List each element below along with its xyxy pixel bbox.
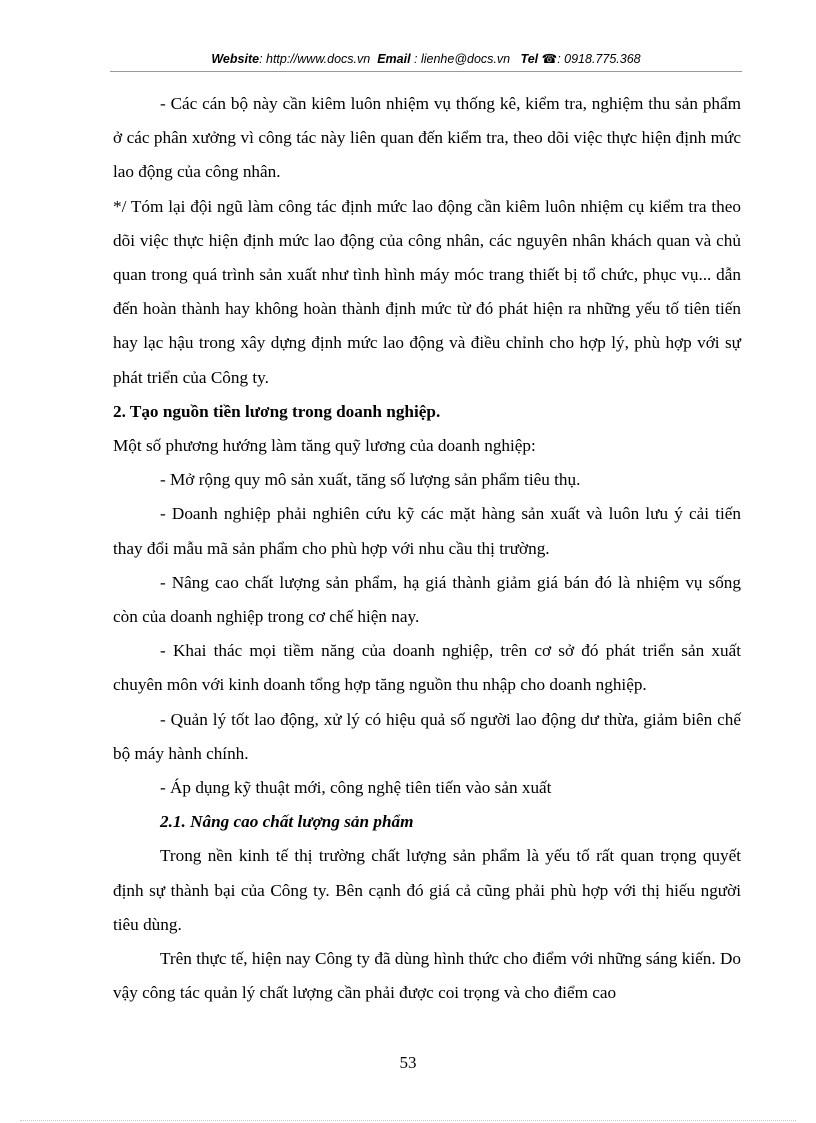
list-item: - Quản lý tốt lao động, xử lý có hiệu quả số người lao động dư thừa, giảm biên chế bộ máy hành chính.	[113, 709, 741, 763]
website-label: Website	[211, 52, 260, 66]
tel-label: Tel	[520, 52, 539, 66]
tel-value: : 0918.775.368	[557, 52, 641, 66]
bottom-border	[20, 1120, 796, 1121]
list-item: - Khai thác mọi tiềm năng của doanh nghiệp, trên cơ sở đó phát triển sản xuất chuyên môn với kinh doanh tổng hợp tăng nguồn thu nhập cho doanh nghiệp.	[113, 641, 741, 695]
list-item: - Doanh nghiệp phải nghiên cứu kỹ các mặt hàng sản xuất và luôn lưu ý cải tiến thay đổi mẫu mã sản phẩm cho phù hợp với nhu cầu thị trường.	[113, 504, 741, 558]
website-value: : http://www.docs.vn	[259, 52, 371, 66]
list-item: - Mở rộng quy mô sản xuất, tăng số lượng sản phẩm tiêu thụ.	[160, 470, 581, 490]
paragraph-staff-duties: - Các cán bộ này cần kiêm luôn nhiệm vụ thống kê, kiểm tra, nghiệm thu sản phẩm ở các phân xưởng vì công tác này liên quan đến kiểm tra, theo dõi việc thực hiện định mức lao động của công nhân.	[113, 94, 741, 182]
list-item: - Áp dụng kỹ thuật mới, công nghệ tiên tiến vào sản xuất	[160, 778, 552, 798]
phone-icon: ☎	[541, 52, 558, 66]
paragraph-scoring-method: Trên thực tế, hiện nay Công ty đã dùng hình thức cho điểm với những sáng kiến. Do vậy công tác quản lý chất lượng cần phải được coi trọng và cho điểm cao	[113, 949, 741, 1003]
subsection-heading-2-1: 2.1. Nâng cao chất lượng sản phẩm	[160, 812, 414, 832]
paragraph-quality-importance: Trong nền kinh tế thị trường chất lượng sản phẩm là yếu tố rất quan trọng quyết định sự thành bại của Công ty. Bên cạnh đó giá cả cũng phải phù hợp với thị hiếu người tiêu dùng.	[113, 846, 741, 934]
list-item: - Nâng cao chất lượng sản phẩm, hạ giá thành giảm giá bán đó là nhiệm vụ sống còn của doanh nghiệp trong cơ chế hiện nay.	[113, 572, 741, 627]
header-divider	[110, 71, 742, 72]
email-label: Email	[377, 52, 411, 66]
page-header	[110, 51, 742, 67]
email-value: : lienhe@docs.vn	[414, 52, 511, 66]
paragraph-intro-directions: Một số phương hướng làm tăng quỹ lương của doanh nghiệp:	[113, 436, 536, 456]
page-number: 53	[399, 1053, 417, 1072]
paragraph-summary: */ Tóm lại đội ngũ làm công tác định mức lao động cần kiêm luôn nhiệm cụ kiểm tra theo dõi việc thực hiện định mức lao động của công nhân, các nguyên nhân khách quan và chủ quan trong quá trình sản xuất như tình hình máy móc trang thiết bị tổ chức, phục vụ... dẫn đến hoàn thành hay không hoàn thành định mức từ đó phát hiện ra những yếu tố tiên tiến hay lạc hậu trong xây dựng định mức lao động và điều chỉnh cho hợp lý, phù hợp với sự phát triển của Công ty.	[113, 196, 741, 387]
document-body	[113, 87, 741, 1010]
section-heading-2: 2. Tạo nguồn tiền lương trong doanh nghiệp.	[113, 401, 441, 421]
